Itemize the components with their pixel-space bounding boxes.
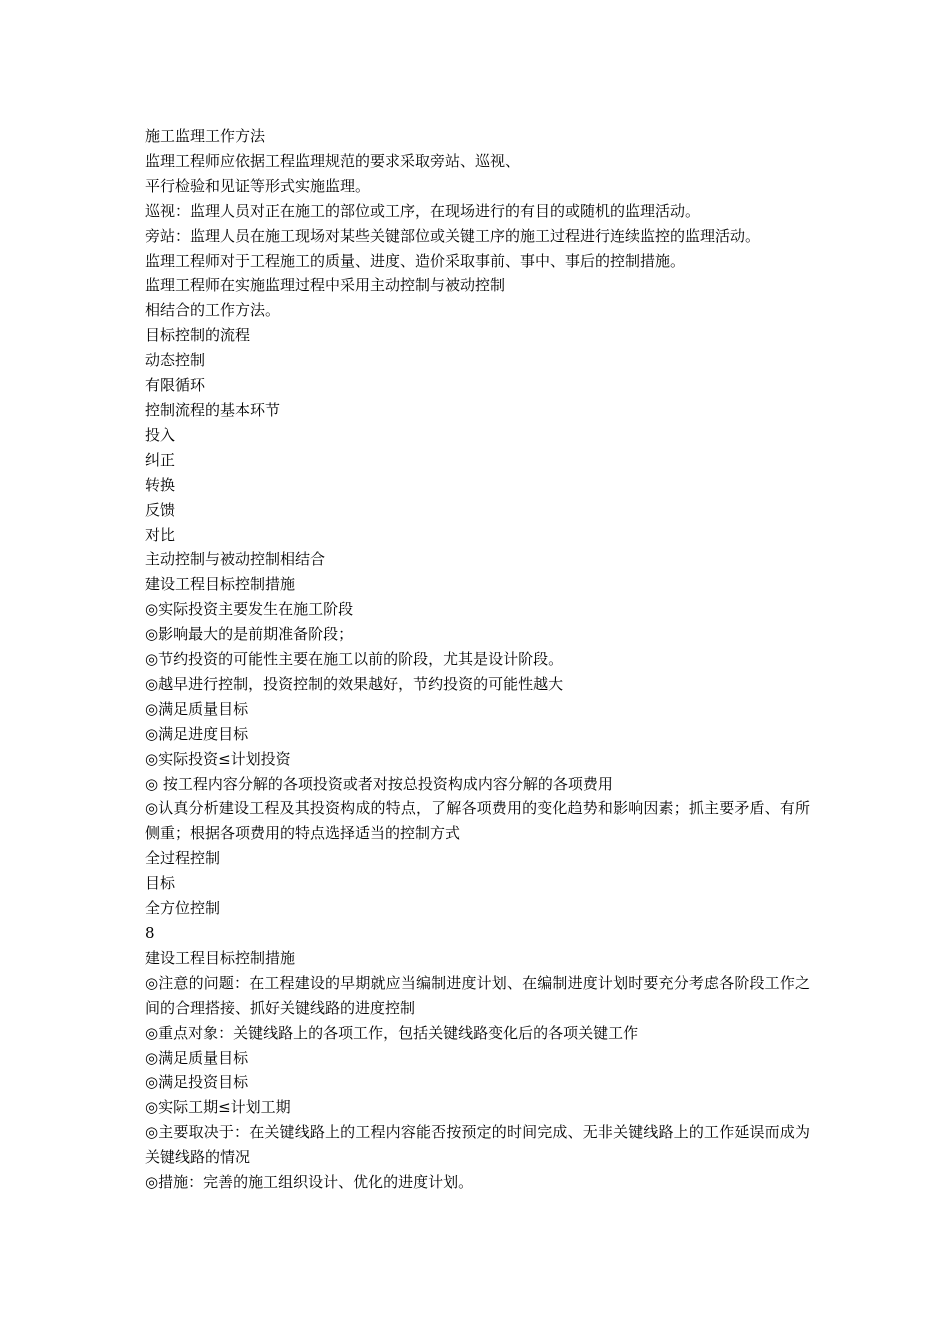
- text-line: 主动控制与被动控制相结合: [145, 550, 326, 569]
- heading-line: 控制流程的基本环节: [145, 400, 281, 419]
- text-line: 平行检验和见证等形式实施监理。: [145, 176, 371, 195]
- heading-line: 目标控制的流程: [145, 326, 251, 345]
- bullet-item: ◎实际工期≤计划工期: [145, 1098, 291, 1117]
- text-line: 监理工程师应依据工程监理规范的要求采取旁站、巡视、: [145, 151, 521, 170]
- bullet-item: ◎满足质量目标: [145, 699, 249, 718]
- text-line: 全方位控制: [145, 899, 221, 918]
- text-line: 监理工程师对于工程施工的质量、进度、造价采取事前、事中、事后的控制措施。: [145, 251, 686, 270]
- text-line: 有限循环: [145, 376, 206, 395]
- text-line: 目标: [145, 874, 176, 893]
- text-line: 投入: [145, 425, 176, 444]
- text-line: 动态控制: [145, 351, 206, 370]
- bullet-paragraph: ◎认真分析建设工程及其投资构成的特点，了解各项费用的变化趋势和影响因素；抓主要矛盾、有所侧重；根据各项费用的特点选择适当的控制方式: [145, 799, 810, 843]
- bullet-item: ◎越早进行控制，投资控制的效果越好，节约投资的可能性越大: [145, 674, 564, 693]
- bullet-item: ◎满足质量目标: [145, 1048, 249, 1067]
- bullet-item: ◎实际投资主要发生在施工阶段: [145, 600, 354, 619]
- bullet-paragraph: ◎注意的问题：在工程建设的早期就应当编制进度计划、在编制进度计划时要充分考虑各阶段工作之间的合理搭接、抓好关键线路的进度控制: [145, 973, 810, 1017]
- section-title: 施工监理工作方法: [145, 127, 266, 145]
- text-line: 转换: [145, 475, 176, 494]
- text-line: 巡视：监理人员对正在施工的部位或工序，在现场进行的有目的或随机的监理活动。: [145, 201, 701, 220]
- bullet-item: ◎影响最大的是前期准备阶段；: [145, 625, 354, 644]
- bullet-item: ◎节约投资的可能性主要在施工以前的阶段，尤其是设计阶段。: [145, 650, 564, 669]
- bullet-item: ◎重点对象：关键线路上的各项工作，包括关键线路变化后的各项关键工作: [145, 1023, 639, 1042]
- page-number: 8: [145, 924, 155, 942]
- heading-line: 建设工程目标控制措施: [145, 575, 296, 594]
- text-line: 对比: [145, 525, 176, 544]
- bullet-item: ◎ 按工程内容分解的各项投资或者对按总投资构成内容分解的各项费用: [145, 774, 613, 793]
- bullet-item: ◎满足进度目标: [145, 724, 249, 743]
- text-paragraph: 旁站：监理人员在施工现场对某些关键部位或关键工序的施工过程进行连续监控的监理活动。: [145, 226, 761, 245]
- text-line: 全过程控制: [145, 849, 221, 868]
- bullet-item: ◎实际投资≤计划投资: [145, 749, 291, 768]
- heading-line: 建设工程目标控制措施: [145, 948, 296, 967]
- document-body: [145, 124, 810, 1195]
- text-line: 监理工程师在实施监理过程中采用主动控制与被动控制: [145, 276, 506, 295]
- bullet-item: ◎满足投资目标: [145, 1073, 249, 1092]
- bullet-paragraph: ◎主要取决于：在关键线路上的工程内容能否按预定的时间完成、无非关键线路上的工作延误而成为关键线路的情况: [145, 1123, 810, 1167]
- bullet-item: ◎措施：完善的施工组织设计、优化的进度计划。: [145, 1173, 474, 1192]
- text-line: 相结合的工作方法。: [145, 301, 281, 320]
- text-line: 反馈: [145, 500, 176, 519]
- text-line: 纠正: [145, 450, 176, 469]
